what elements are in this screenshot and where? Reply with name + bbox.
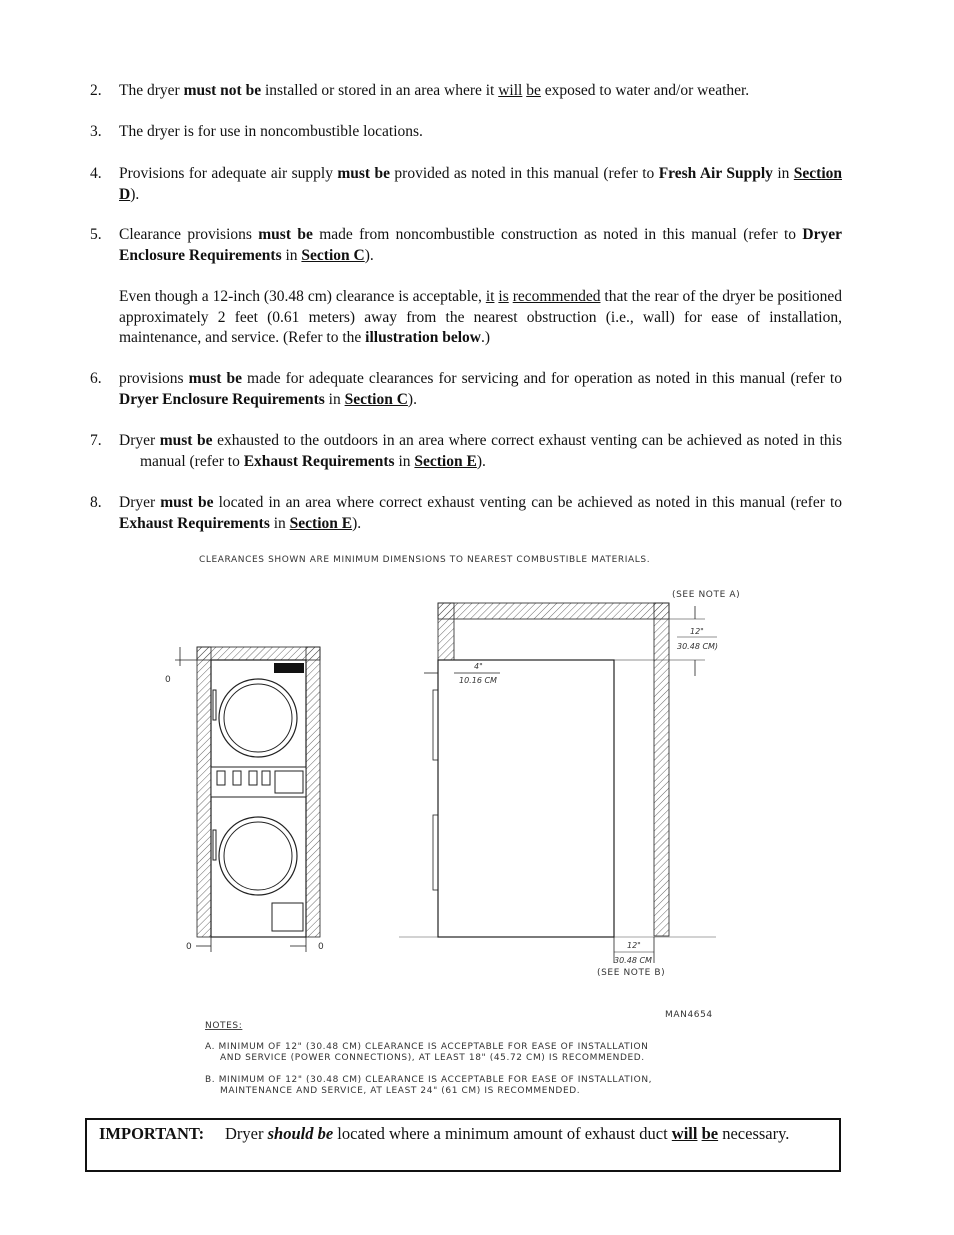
clearance-diagram [0, 540, 954, 1105]
text-run: be [701, 1124, 719, 1143]
item-number: 4. [90, 165, 102, 182]
text-run: Section E [289, 514, 353, 532]
text-run: Exhaust Requirements [119, 514, 270, 532]
important-label: IMPORTANT: [99, 1124, 205, 1143]
text-run: Exhaust Requirements [243, 452, 395, 470]
text-run: .) [481, 329, 491, 347]
text-run: must be [159, 432, 213, 449]
front-right-zero: 0 [318, 942, 325, 952]
rear-wall-hatch [654, 603, 669, 936]
text-run: exhausted to the outdoors in an area where correct exhaust venting can be achieved as noted in this manual (refer to [140, 432, 842, 470]
text-run: in [269, 514, 290, 532]
note-b-line1: B. MINIMUM OF 12" (30.48 CM) CLEARANCE IS ACCEPTABLE FOR EASE OF INSTALLATION, [205, 1075, 653, 1085]
item-number: 7. [90, 432, 102, 449]
right-wall-hatch [306, 647, 320, 937]
text-run: will [671, 1124, 698, 1143]
side-dim-in: 4" [474, 662, 483, 671]
top-label-plate [274, 663, 304, 673]
rear-dim-in: 12" [627, 941, 641, 950]
text-run: The dryer is for use in noncombustible locations. [119, 123, 423, 140]
text-run: Dryer [119, 432, 160, 449]
ceiling-hatch [438, 603, 669, 619]
text-run: in [281, 246, 302, 264]
item-text [119, 431, 842, 472]
important-text [225, 1123, 825, 1145]
item-number: 6. [90, 370, 102, 387]
left-wall-hatch [197, 647, 211, 937]
item-text [119, 369, 842, 410]
top-dim-in: 12" [690, 627, 704, 636]
text-run: Dryer [225, 1124, 268, 1143]
text-run: Section C [301, 246, 365, 264]
notes-title: NOTES: [205, 1021, 243, 1031]
text-run: Section D [119, 165, 843, 203]
front-wall-hatch [438, 603, 454, 660]
text-run: located in an area where correct exhaust venting can be achieved as noted in this manual (refer to [213, 494, 842, 511]
text-run: ). [352, 514, 362, 532]
list-item-5 [90, 225, 842, 266]
item-text [119, 225, 842, 266]
note-b-line2: MAINTENANCE AND SERVICE, AT LEAST 24" (61 CM) IS RECOMMENDED. [220, 1086, 581, 1096]
text-run: Provisions for adequate air supply [119, 165, 338, 182]
list-item-3 [90, 122, 842, 143]
text-run: must be [337, 165, 390, 182]
item-text [119, 81, 842, 102]
text-run: must be [188, 370, 242, 387]
text-run: ). [130, 185, 140, 203]
note-a-line2: AND SERVICE (POWER CONNECTIONS), AT LEAST 18" (45.72 CM) IS RECOMMENDED. [220, 1053, 645, 1063]
text-run: must be [258, 226, 313, 243]
item-number: 2. [90, 82, 102, 99]
text-run: located where a minimum amount of exhaust duct [333, 1124, 672, 1143]
front-left-zero: 0 [186, 942, 193, 952]
top-wall-hatch [197, 647, 320, 660]
text-run: necessary. [718, 1124, 790, 1143]
text-run: The dryer [119, 82, 184, 99]
drawing-id: MAN4654 [665, 1010, 713, 1020]
list-item-2 [90, 81, 842, 102]
note-a-line1: A. MINIMUM OF 12" (30.48 CM) CLEARANCE IS ACCEPTABLE FOR EASE OF INSTALLATION [205, 1042, 649, 1052]
text-run: ). [364, 246, 374, 264]
item-number: 5. [90, 226, 102, 243]
text-run: made from noncombustible construction as noted in this manual (refer to [312, 226, 803, 243]
text-run: is [498, 288, 509, 305]
front-top-zero: 0 [165, 675, 172, 685]
text-run: Even though a 12-inch (30.48 cm) clearance is acceptable, [119, 288, 486, 305]
text-run: installed or stored in an area where it [261, 82, 499, 99]
item-number: 3. [90, 123, 102, 140]
item-number: 8. [90, 494, 102, 511]
see-note-b: (SEE NOTE B) [597, 968, 666, 978]
side-view [399, 590, 740, 978]
item-5-paragraph [119, 287, 842, 349]
text-run: should be [267, 1124, 334, 1143]
text-run: Dryer Enclosure Requirements [119, 226, 842, 264]
list-item-4 [90, 164, 842, 205]
text-run: Clearance provisions [119, 226, 259, 243]
list-item-6 [90, 369, 842, 410]
text-run: ). [407, 390, 417, 408]
text-run: in [324, 390, 345, 408]
text-run: be [526, 82, 541, 99]
text-run: it [485, 288, 495, 305]
side-dryer-body [438, 660, 614, 937]
text-run: Dryer [119, 494, 161, 511]
item-text [119, 164, 842, 205]
rear-dim-cm: 30.48 CM [614, 956, 652, 965]
diagram-caption: CLEARANCES SHOWN ARE MINIMUM DIMENSIONS TO NEAREST COMBUSTIBLE MATERIALS. [199, 555, 651, 565]
text-run: ). [476, 452, 486, 470]
item-text [119, 122, 842, 143]
list-item-8 [90, 493, 842, 534]
top-dim-cm: 30.48 CM) [677, 642, 719, 651]
important-notice [85, 1118, 841, 1172]
text-run: Dryer Enclosure Requirements [119, 390, 325, 408]
text-run: will [498, 82, 523, 99]
text-run: Section E [414, 452, 477, 470]
text-run: exposed to water and/or weather. [540, 82, 750, 99]
text-run: illustration below [365, 329, 481, 347]
text-run: recommended [512, 288, 601, 305]
side-dim-cm: 10.16 CM [459, 676, 497, 685]
text-run: provisions [119, 370, 189, 387]
item-text [119, 493, 842, 534]
text-run: in [394, 452, 415, 470]
see-note-a: (SEE NOTE A) [672, 590, 741, 600]
text-run: that the rear of the dryer be positioned approximately 2 feet (0.61 meters) away from the nearest obstruction (i.e., wall) for ease of installation, maintenance, and service. (Refer to the [119, 288, 843, 347]
text-run: must be [160, 494, 214, 511]
text-run: Fresh Air Supply [658, 165, 773, 182]
text-run: made for adequate clearances for servicing and for operation as noted in this manual (refer to [241, 370, 842, 387]
text-run: Section C [344, 390, 408, 408]
text-run: must not be [183, 82, 262, 99]
front-view [165, 647, 324, 952]
list-item-7 [90, 431, 842, 472]
text-run: provided as noted in this manual (refer to [390, 165, 659, 182]
text-run: in [772, 165, 794, 182]
